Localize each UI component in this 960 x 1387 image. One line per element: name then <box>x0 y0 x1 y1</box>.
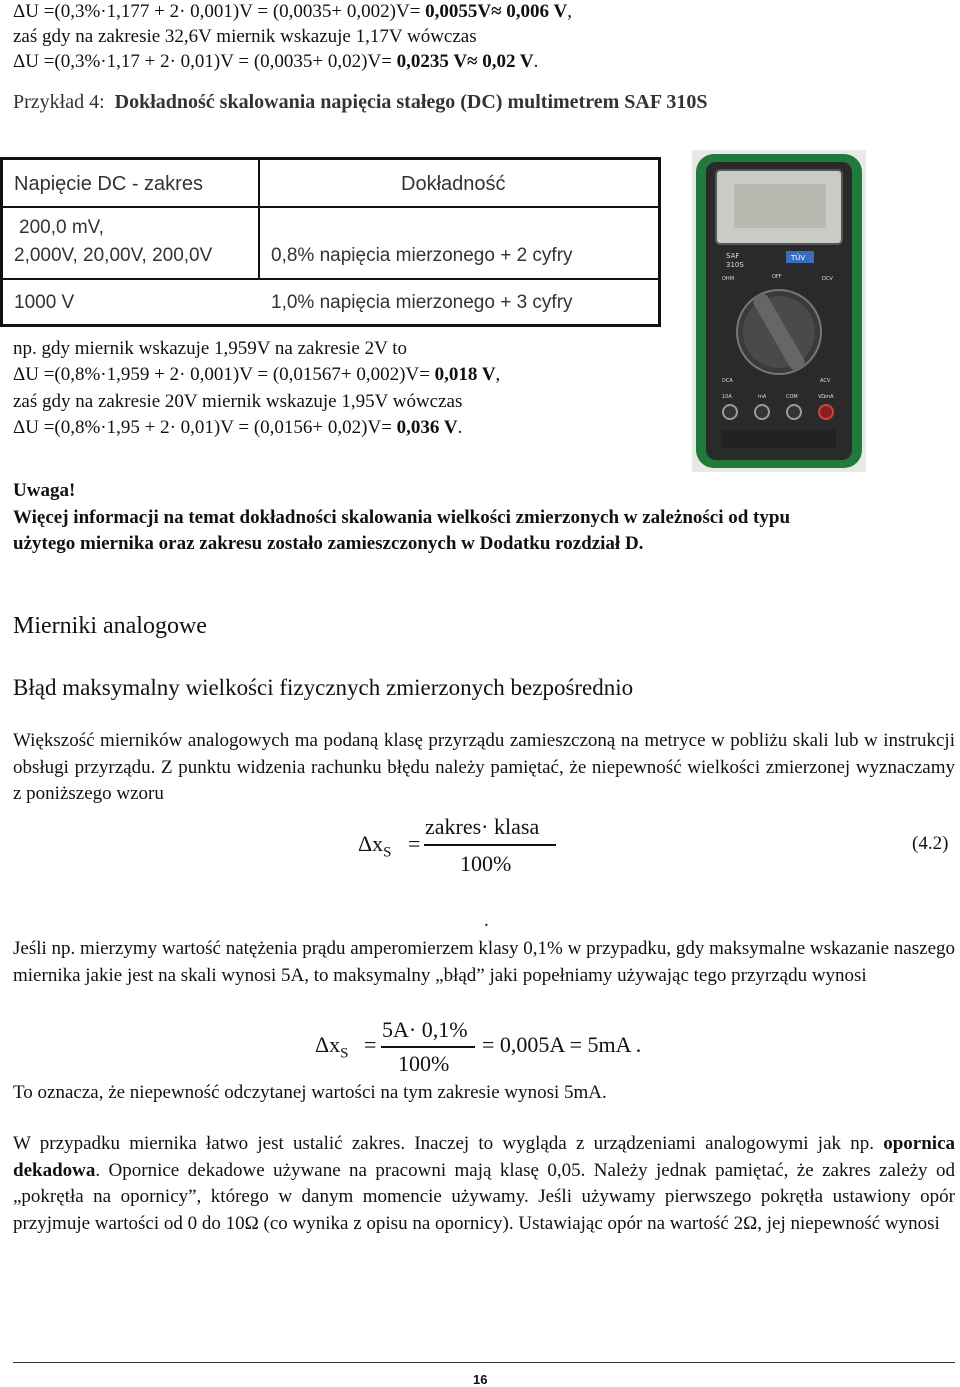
formula-sub: S <box>340 1045 349 1062</box>
formula-end: , <box>495 364 501 385</box>
formula-end: , <box>567 1 572 22</box>
formula-text: ΔU =(0,8%·1,95 + 2· 0,01)V = (0,0156+ 0,02)V= <box>13 417 392 438</box>
stray-dot: . <box>484 910 489 931</box>
meter-jack-10a: 10A <box>722 394 732 400</box>
fraction-bar <box>381 1046 475 1048</box>
paragraph-3: To oznacza, że niepewność odczytanej wartości na tym zakresie wynosi 5mA. <box>13 1082 607 1103</box>
formula-line-3 <box>13 50 538 74</box>
formula-sub: S <box>383 844 392 861</box>
formula-text: ΔU =(0,8%·1,959 + 2· 0,001)V = (0,01567+ 0,002)V= <box>13 364 430 385</box>
table-cell-range: 200,0 mV, <box>19 217 104 238</box>
paragraph-2 <box>13 936 955 989</box>
note-line-2: użytego miernika oraz zakresu zostało zamieszczonych w Dodatku rozdział D. <box>13 533 644 554</box>
table-header-range: Napięcie DC - zakres <box>14 173 203 195</box>
formula-result: 0,036 V <box>391 417 458 438</box>
formula-end: . <box>533 51 539 72</box>
formula-result: 0,0055V≈ 0,006 V <box>420 1 568 22</box>
calc-line-4 <box>13 416 462 440</box>
formula-result: = 0,005A = 5mA . <box>482 1032 642 1057</box>
section-heading: Mierniki analogowe <box>13 613 207 639</box>
paragraph-1 <box>13 728 955 808</box>
calc-line-2 <box>13 363 500 387</box>
paragraph-text: . Opornice dekadowe używane na pracowni mają klasę 0,05. Należy jednak pamiętać, że zakres zależy od „pokrętła na opornicy”, którego w danym momencie używamy. Jeśli używamy pierwszego pokrętła ustawiony opór przyjmuje wartości od 0 do 10Ω (co wynika z opisu na opornicy). Ustawiając opór na wartość 2Ω, jej niepewność wynosi <box>13 1159 955 1234</box>
meter-cert: TÜV <box>791 254 806 262</box>
formula-denominator: 100% <box>398 1051 450 1076</box>
table-cell-range: 1000 V <box>14 292 75 313</box>
calc-line-1: np. gdy miernik wskazuje 1,959V na zakresie 2V to <box>13 338 407 359</box>
subsection-heading: Błąd maksymalny wielkości fizycznych zmierzonych bezpośrednio <box>13 675 634 700</box>
formula-lhs <box>358 831 392 861</box>
table-cell-accuracy: 1,0% napięcia mierzonego + 3 cyfry <box>271 292 573 313</box>
meter-jack-vohm: VΩmA <box>818 394 834 400</box>
meter-jack-ma: mA <box>758 394 767 400</box>
multimeter-photo <box>692 150 866 472</box>
formula-numerator: 5A· 0,1% <box>382 1017 468 1042</box>
page-number: 16 <box>473 1372 488 1387</box>
meter-label-dca: DCA <box>722 378 733 384</box>
meter-label-acv: ACV <box>820 378 831 384</box>
paragraph-text: W przypadku miernika łatwo jest ustalić zakres. Inaczej to wygląda z urządzeniami analogowymi jak np. <box>13 1133 884 1154</box>
equation-number: (4.2) <box>912 833 949 854</box>
table-divider <box>3 278 658 280</box>
paragraph-4 <box>13 1131 955 1237</box>
formula-eq: = <box>364 1032 377 1057</box>
formula-end: . <box>457 417 463 438</box>
example-heading <box>13 90 707 114</box>
meter-brand-b: 310S <box>726 261 744 269</box>
formula-var: Δx <box>315 1032 341 1057</box>
meter-brand-a: SAF <box>726 252 740 260</box>
table-cell-range: 2,000V, 20,00V, 200,0V <box>14 245 213 266</box>
formula-numerator: zakres· klasa <box>425 814 540 839</box>
fraction-bar <box>424 844 556 846</box>
meter-label-dcv: DCV <box>822 276 833 282</box>
formula-denominator: 100% <box>460 851 512 876</box>
table-header-accuracy: Dokładność <box>401 173 506 195</box>
paragraph-text: Jeśli np. mierzymy wartość natężenia prądu amperomierzem klasy 0,1% w przypadku, gdy maksymalne wskazanie naszego miernika jakie jest na skali wynosi 5A, to maksymalny „błąd” jaki popełniamy używając tego przyrządu wynosi <box>13 938 955 986</box>
formula-lhs <box>315 1032 349 1062</box>
example-title: Dokładność skalowania napięcia stałego (DC) multimetrem SAF 310S <box>114 91 708 113</box>
formula-text: ΔU =(0,3%·1,177 + 2· 0,001)V = (0,0035+ 0,002)V= <box>13 1 421 22</box>
meter-label-off: OFF <box>772 274 782 280</box>
note-title: Uwaga! <box>13 480 76 501</box>
table-divider <box>3 206 658 208</box>
formula-result: 0,018 V <box>429 364 496 385</box>
note-line-1: Więcej informacji na temat dokładności skalowania wielkości zmierzonych w zależności od typu <box>13 507 791 528</box>
footer-divider <box>13 1362 955 1363</box>
formula-line-1 <box>13 0 572 24</box>
formula-eq: = <box>408 831 421 856</box>
text-line-2: zaś gdy na zakresie 32,6V miernik wskazuje 1,17V wówczas <box>13 26 477 47</box>
formula-text: ΔU =(0,3%·1,17 + 2· 0,01)V = (0,0035+ 0,02)V= <box>13 51 392 72</box>
example-prefix: Przykład 4: <box>13 91 105 113</box>
accuracy-table <box>0 157 661 327</box>
table-cell-accuracy: 0,8% napięcia mierzonego + 2 cyfry <box>271 245 573 266</box>
bold-term: opornica dekadowa <box>13 1133 955 1181</box>
table-divider <box>258 160 260 280</box>
calc-line-3: zaś gdy na zakresie 20V miernik wskazuje 1,95V wówczas <box>13 391 463 412</box>
formula-result: 0,0235 V≈ 0,02 V <box>391 51 534 72</box>
meter-label-ohm: OHM <box>722 276 735 282</box>
formula-var: Δx <box>358 831 384 856</box>
meter-jack-com: COM <box>786 394 798 400</box>
paragraph-text: Większość mierników analogowych ma podaną klasę przyrządu zamieszczoną na metryce w pobliżu skali lub w instrukcji obsługi przyrządu. Z punktu widzenia rachunku błędu należy pamiętać, że niepewność wielkości zmierzonej wyznaczamy z poniższego wzoru <box>13 730 955 804</box>
